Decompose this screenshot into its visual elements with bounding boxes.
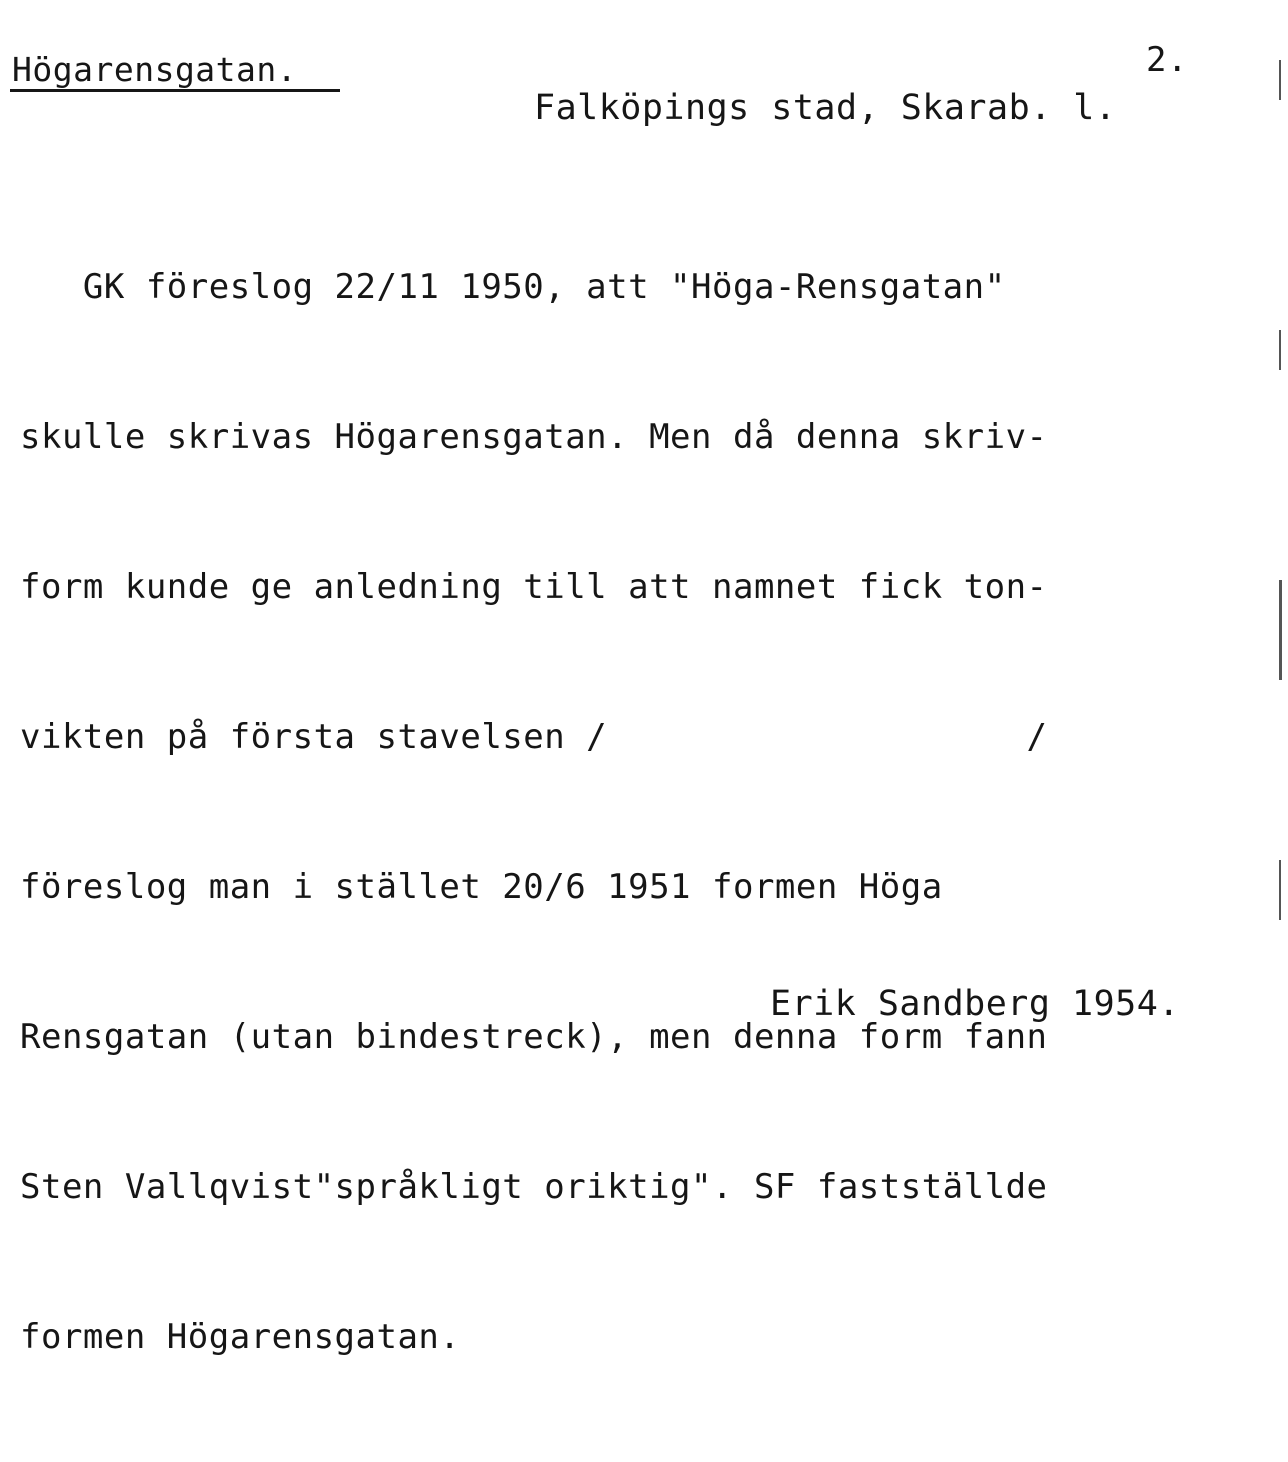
body-line: vikten på första stavelsen / /: [20, 717, 1048, 757]
card-body: [20, 162, 1048, 1462]
scan-edge-mark: [1279, 60, 1281, 100]
body-line: föreslog man i stället 20/6 1951 formen Höga: [20, 867, 943, 907]
scan-edge-mark: [1279, 330, 1281, 370]
card-number: 2.: [1146, 40, 1188, 80]
signature-line: Erik Sandberg 1954.: [770, 984, 1180, 1024]
body-line: formen Högarensgatan.: [20, 1317, 461, 1357]
body-line: Rensgatan (utan bindestreck), men denna form fann: [20, 1017, 1048, 1057]
scan-edge-mark: [1279, 860, 1281, 920]
body-line: Sten Vallqvist"språkligt oriktig". SF fastställde: [20, 1167, 1048, 1207]
body-line: GK föreslog 22/11 1950, att "Höga-Rensgatan": [20, 267, 1006, 307]
body-line: form kunde ge anledning till att namnet fick ton-: [20, 567, 1048, 607]
street-name-heading: Högarensgatan.: [12, 50, 298, 89]
place-line: Falköpings stad, Skarab. l.: [534, 88, 1117, 128]
scan-edge-mark: [1279, 580, 1282, 680]
heading-underline: [10, 89, 340, 92]
body-line: skulle skrivas Högarensgatan. Men då denna skriv-: [20, 417, 1048, 457]
